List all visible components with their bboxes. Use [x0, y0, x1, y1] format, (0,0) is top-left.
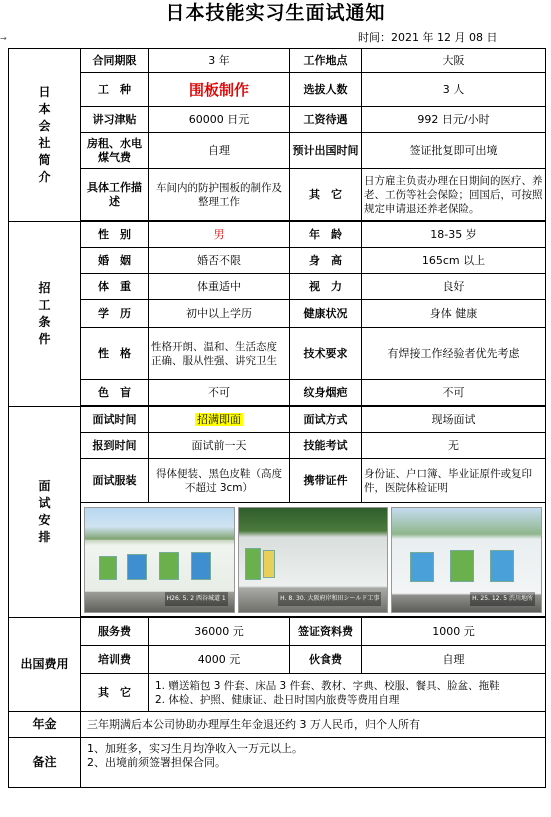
location-label: 工作地点: [290, 49, 362, 73]
fees-other-line-2: 2. 体检、护照、健康证、赴日时国内旅费等费用自理: [155, 693, 400, 706]
notes-line-1: 1、加班多，实习生月均净收入一万元以上。: [87, 742, 303, 755]
fees-other-label: 其 它: [81, 674, 149, 712]
rent-label: 房租、水电煤气费: [81, 133, 149, 169]
job-label: 工 种: [81, 73, 149, 107]
fees-other-value: [149, 674, 546, 712]
photo-row: [81, 503, 546, 617]
dress-value: 得体便装、黑色皮鞋（高度不超过 3cm）: [149, 459, 290, 503]
section-interview: 面 试 安 排: [9, 407, 81, 618]
gender-label: 性 别: [81, 222, 149, 248]
marriage-label: 婚 姻: [81, 248, 149, 274]
interview-method-label: 面试方式: [290, 407, 362, 433]
notes-line-2: 2、出境前须签署担保合同。: [87, 756, 226, 769]
weight-label: 体 重: [81, 274, 149, 300]
tattoo-value: 不可: [362, 380, 546, 406]
visa-fee-value: 1000 元: [362, 618, 546, 646]
training-fee-value: 4000 元: [149, 646, 290, 674]
interview-method-value: 现场面试: [362, 407, 546, 433]
tattoo-label: 纹身烟疤: [290, 380, 362, 406]
height-value: 165cm 以上: [362, 248, 546, 274]
height-label: 身 高: [290, 248, 362, 274]
other-value: 日方雇主负责办理在日期间的医疗、养老、工伤等社会保险；回国后，可按照规定申请退还养老保险。: [362, 169, 546, 221]
health-value: 身体 健康: [362, 300, 546, 328]
hoarding-photo-2: [238, 507, 389, 613]
service-fee-value: 36000 元: [149, 618, 290, 646]
documents-value: 身份证、户口簿、毕业证原件或复印件，医院体检证明: [362, 459, 546, 503]
health-label: 健康状况: [290, 300, 362, 328]
skill-exam-value: 无: [362, 433, 546, 459]
photo-caption-1: H26. 5. 2 西谷城道 1: [165, 592, 228, 606]
visa-fee-label: 签证资料费: [290, 618, 362, 646]
age-label: 年 龄: [290, 222, 362, 248]
hoarding-photo-1: [84, 507, 235, 613]
dress-label: 面试服装: [81, 459, 149, 503]
skill-value: 有焊接工作经验者优先考虑: [362, 328, 546, 380]
desc-value: 车间内的防护围板的制作及整理工作: [149, 169, 290, 221]
notes-label: 备注: [9, 738, 81, 788]
interview-time-label: 面试时间: [81, 407, 149, 433]
skill-exam-label: 技能考试: [290, 433, 362, 459]
report-time-label: 报到时间: [81, 433, 149, 459]
personality-value: 性格开朗、温和、生活态度正确、服从性强、讲究卫生: [149, 328, 290, 380]
gender-value: 男: [149, 222, 290, 248]
colorblind-value: 不可: [149, 380, 290, 406]
section-fees: 出国费用: [9, 618, 81, 712]
colorblind-label: 色 盲: [81, 380, 149, 406]
report-time-value: 面试前一天: [149, 433, 290, 459]
other-label: 其 它: [290, 169, 362, 221]
wage-label: 工资待遇: [290, 107, 362, 133]
desc-label: 具体工作描述: [81, 169, 149, 221]
documents-label: 携带证件: [290, 459, 362, 503]
margin-arrow-icon: →: [0, 34, 7, 43]
weight-value: 体重适中: [149, 274, 290, 300]
location-value: 大阪: [362, 49, 546, 73]
hoarding-photo-3: [391, 507, 542, 613]
age-value: 18-35 岁: [362, 222, 546, 248]
food-fee-value: 自理: [362, 646, 546, 674]
allowance-label: 讲习津贴: [81, 107, 149, 133]
wage-value: 992 日元/小时: [362, 107, 546, 133]
pension-value: 三年期满后本公司协助办理厚生年金退还约 3 万人民币，归个人所有: [81, 712, 546, 738]
photo-caption-3: H. 25. 12. 5 渋川地所: [470, 592, 535, 606]
section-recruit: 招 工 条 件: [9, 222, 81, 407]
pension-label: 年金: [9, 712, 81, 738]
education-value: 初中以上学历: [149, 300, 290, 328]
page-title: 日本技能实习生面试通知: [165, 2, 386, 24]
service-fee-label: 服务费: [81, 618, 149, 646]
training-fee-label: 培训费: [81, 646, 149, 674]
education-label: 学 历: [81, 300, 149, 328]
rent-value: 自理: [149, 133, 290, 169]
marriage-value: 婚否不限: [149, 248, 290, 274]
notice-date: 时间：2021 年 12 月 08 日: [358, 31, 498, 44]
departure-label: 预计出国时间: [290, 133, 362, 169]
notice-table: [8, 48, 546, 788]
contract-label: 合同期限: [81, 49, 149, 73]
count-label: 选拔人数: [290, 73, 362, 107]
allowance-value: 60000 日元: [149, 107, 290, 133]
interview-time-value: 招满即面: [197, 412, 241, 426]
fees-other-line-1: 1. 赠送箱包 3 件套、床品 3 件套、教材、字典、校服、餐具、脸盆、拖鞋: [155, 679, 500, 692]
departure-value: 签证批复即可出境: [362, 133, 546, 169]
interview-time-cell: [149, 407, 290, 433]
job-value: 围板制作: [149, 73, 290, 107]
vision-value: 良好: [362, 274, 546, 300]
personality-label: 性 格: [81, 328, 149, 380]
photo-caption-2: H. 8. 30. 大阪府岸和田シールド工事: [278, 592, 381, 606]
vision-label: 视 力: [290, 274, 362, 300]
skill-label: 技术要求: [290, 328, 362, 380]
section-company: 日 本 会 社 简 介: [9, 49, 81, 222]
notes-value: [81, 738, 546, 788]
food-fee-label: 伙食费: [290, 646, 362, 674]
count-value: 3 人: [362, 73, 546, 107]
contract-value: 3 年: [149, 49, 290, 73]
